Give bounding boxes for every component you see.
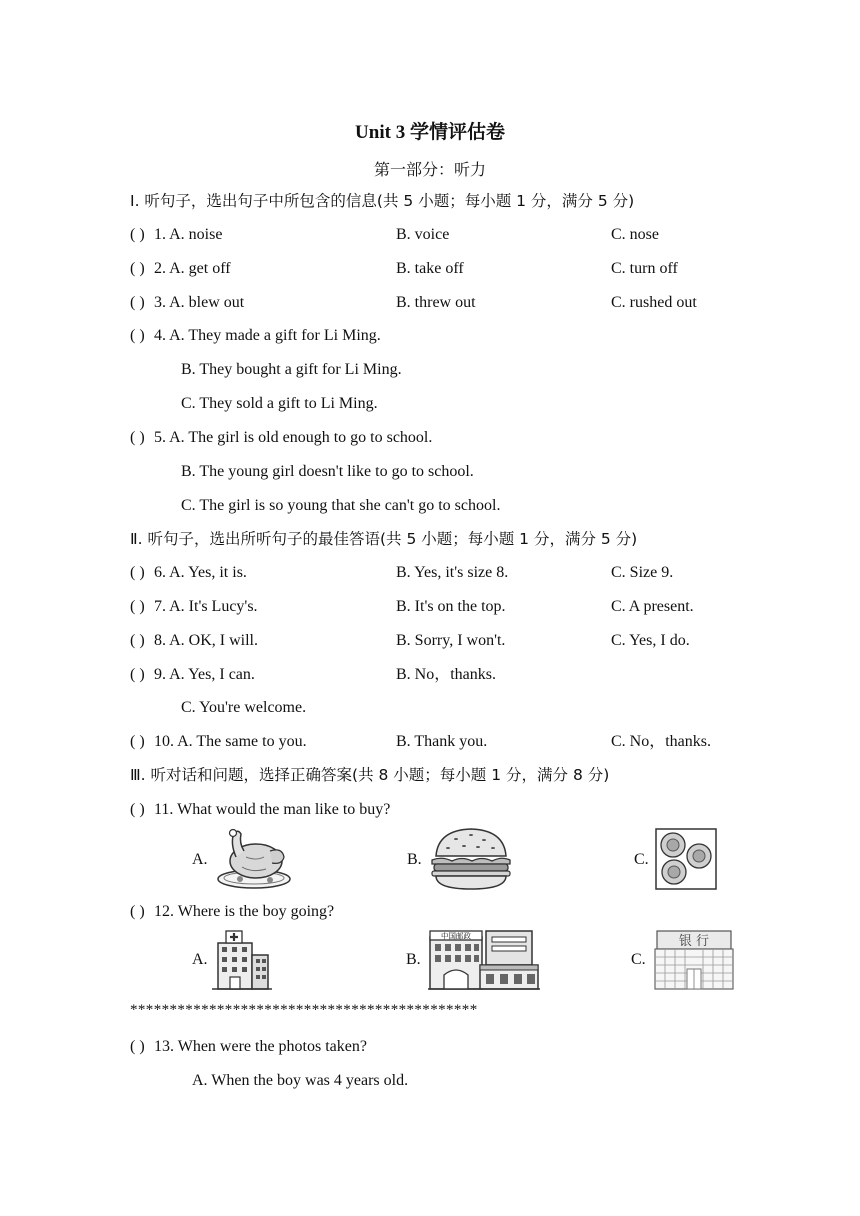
q6-option-b: B. Yes, it's size 8.	[396, 564, 509, 581]
bank-icon	[653, 929, 735, 991]
q12-label-b: B.	[406, 951, 421, 968]
question-3	[130, 293, 244, 313]
q10-option-c: C. No，thanks.	[611, 733, 712, 750]
question-10	[130, 732, 307, 752]
q8-option-c: C. Yes, I do.	[611, 632, 690, 649]
q7-option-c: C. A present.	[611, 598, 694, 615]
section-1-heading: Ⅰ. 听句子，选出句子中所包含的信息(共 5 小题；每小题 1 分，满分 5 分)	[130, 192, 635, 210]
q7-option-b: B. It's on the top.	[396, 598, 506, 615]
q11-label-b: B.	[407, 851, 422, 868]
roast-chicken-icon	[212, 827, 292, 891]
q12-label-a: A.	[192, 951, 208, 968]
answer-blank[interactable]: ( )	[130, 1038, 145, 1055]
q13-option-a: A. When the boy was 4 years old.	[192, 1072, 409, 1089]
answer-blank[interactable]: ( )	[130, 327, 145, 344]
option-a: 1. A. noise	[154, 226, 223, 243]
q3-option-b: B. threw out	[396, 294, 476, 311]
section-2-heading: Ⅱ. 听句子，选出所听句子的最佳答语(共 5 小题；每小题 1 分，满分 5 分)	[130, 530, 638, 548]
option-a: 8. A. OK, I will.	[154, 632, 258, 649]
cut-line: ********************************************	[130, 1002, 478, 1018]
page-title: Unit 3 学情评估卷	[355, 122, 505, 143]
answer-blank[interactable]: ( )	[130, 733, 145, 750]
question-9	[130, 665, 255, 685]
q4-option-c: C. They sold a gift to Li Ming.	[181, 395, 378, 412]
mooncakes-icon	[655, 828, 717, 890]
option-a: 2. A. get off	[154, 260, 231, 277]
answer-blank[interactable]: ( )	[130, 632, 145, 649]
question-13	[130, 1037, 367, 1057]
hamburger-icon	[426, 826, 516, 892]
q6-option-c: C. Size 9.	[611, 564, 674, 581]
question-5	[130, 428, 432, 448]
option-a: 7. A. It's Lucy's.	[154, 598, 258, 615]
answer-blank[interactable]: ( )	[130, 429, 145, 446]
question-1	[130, 225, 222, 245]
question-text: 12. Where is the boy going?	[154, 903, 335, 920]
option-a: 4. A. They made a gift for Li Ming.	[154, 327, 381, 344]
q11-label-c: C.	[634, 851, 649, 868]
q2-option-b: B. take off	[396, 260, 464, 277]
question-4	[130, 326, 381, 346]
answer-blank[interactable]: ( )	[130, 260, 145, 277]
answer-blank[interactable]: ( )	[130, 564, 145, 581]
question-text: 11. What would the man like to buy?	[154, 801, 391, 818]
q9-option-b: B. No，thanks.	[396, 666, 497, 683]
option-a: 9. A. Yes, I can.	[154, 666, 255, 683]
answer-blank[interactable]: ( )	[130, 294, 145, 311]
question-text: 13. When were the photos taken?	[154, 1038, 367, 1055]
answer-blank[interactable]: ( )	[130, 666, 145, 683]
option-a: 6. A. Yes, it is.	[154, 564, 247, 581]
section-3-heading: Ⅲ. 听对话和问题，选择正确答案(共 8 小题；每小题 1 分，满分 8 分)	[130, 766, 610, 784]
q1-option-b: B. voice	[396, 226, 450, 243]
q9-option-c: C. You're welcome.	[181, 699, 307, 716]
part-heading: 第一部分：听力	[373, 160, 486, 179]
hospital-icon	[212, 929, 272, 991]
answer-blank[interactable]: ( )	[130, 903, 145, 920]
q5-option-c: C. The girl is so young that she can't go to school.	[181, 497, 501, 514]
q1-option-c: C. nose	[611, 226, 659, 243]
post-office-icon	[428, 929, 540, 991]
question-12	[130, 902, 334, 922]
q12-label-c: C.	[631, 951, 646, 968]
answer-blank[interactable]: ( )	[130, 598, 145, 615]
question-6	[130, 563, 247, 583]
question-2	[130, 259, 231, 279]
option-a: 10. A. The same to you.	[154, 733, 307, 750]
q4-option-b: B. They bought a gift for Li Ming.	[181, 361, 402, 378]
option-a: 3. A. blew out	[154, 294, 245, 311]
q3-option-c: C. rushed out	[611, 294, 697, 311]
q10-option-b: B. Thank you.	[396, 733, 488, 750]
q11-label-a: A.	[192, 851, 208, 868]
answer-blank[interactable]: ( )	[130, 226, 145, 243]
question-11	[130, 800, 390, 820]
q5-option-b: B. The young girl doesn't like to go to school.	[181, 463, 474, 480]
question-7	[130, 597, 258, 617]
answer-blank[interactable]: ( )	[130, 801, 145, 818]
option-a: 5. A. The girl is old enough to go to school.	[154, 429, 433, 446]
post-office-sign: 中国邮政	[441, 931, 471, 941]
question-8	[130, 631, 258, 651]
q2-option-c: C. turn off	[611, 260, 678, 277]
q8-option-b: B. Sorry, I won't.	[396, 632, 506, 649]
bank-sign: 银 行	[678, 934, 710, 949]
